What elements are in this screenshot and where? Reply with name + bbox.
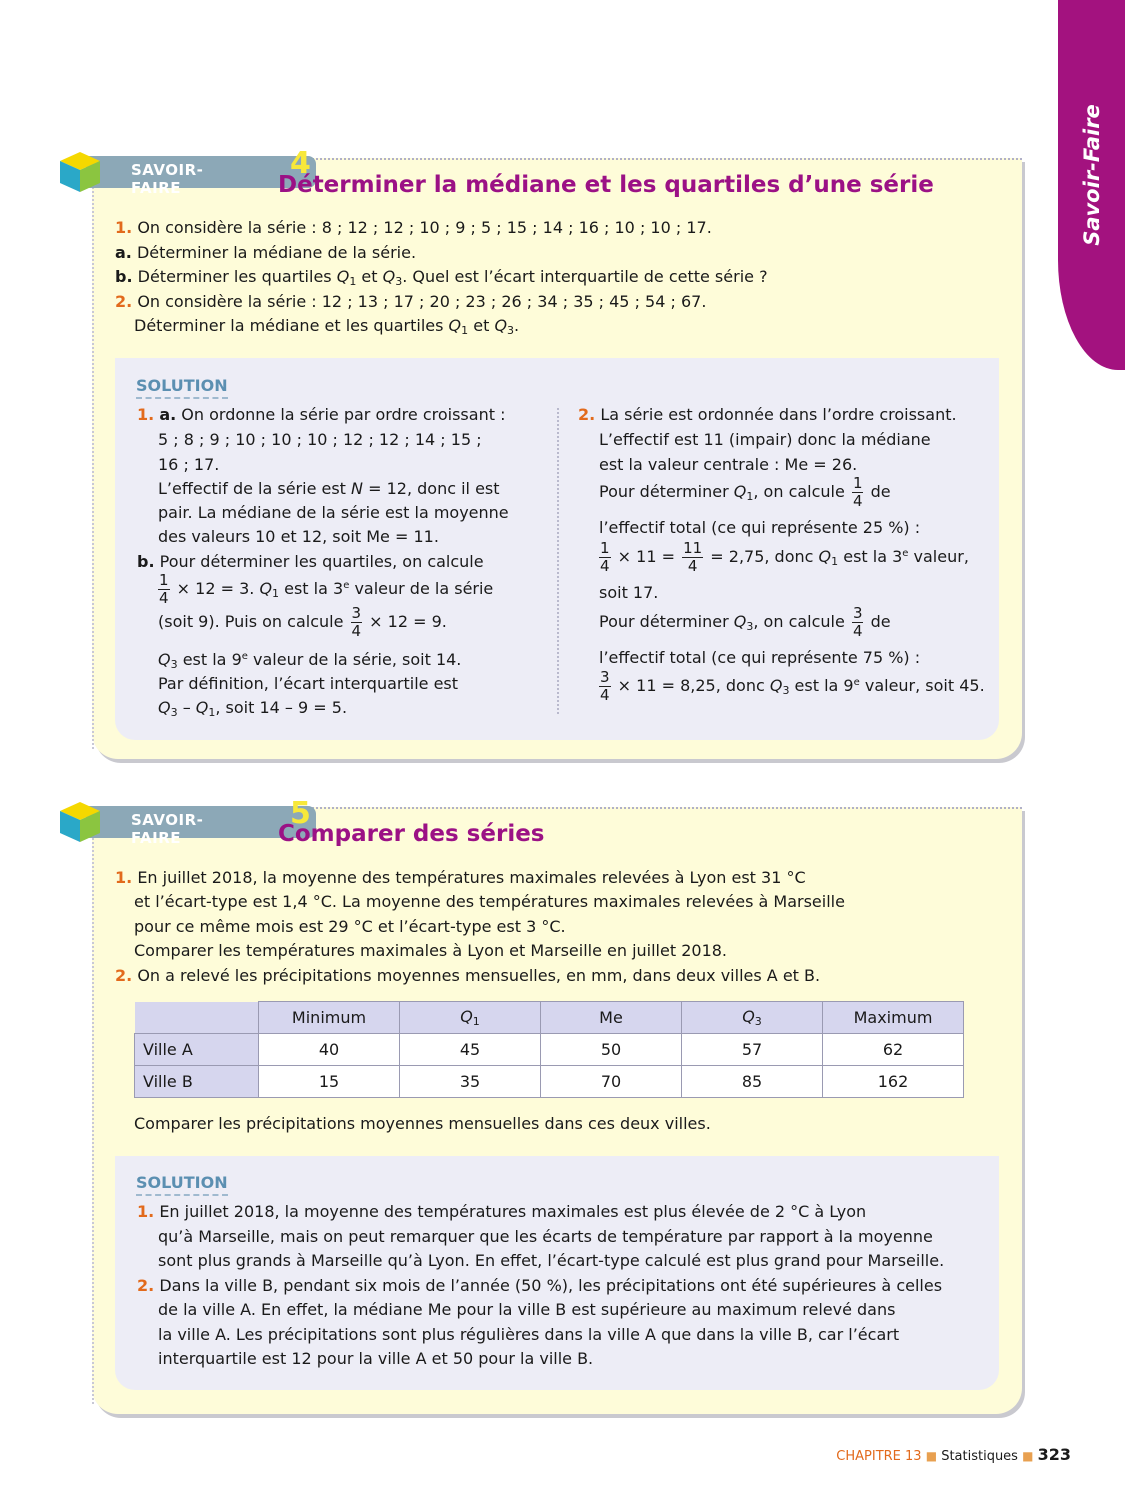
table-cell: 35 (400, 1066, 541, 1098)
header-cell: Me (541, 1002, 682, 1034)
header-cell: Maximum (823, 1002, 964, 1034)
cube-icon (58, 800, 102, 844)
sf5-question-1: 1. En juillet 2018, la moyenne des températures maximales relevées à Lyon est 31 °C (115, 868, 806, 887)
savoir-faire-4-title: Déterminer la médiane et les quartiles d’une série (278, 172, 934, 198)
sol1-b-line4: $Q_3$ est la 9e valeur de la série, soit 14. (158, 650, 462, 671)
precipitation-table (134, 1001, 964, 1098)
savoir-faire-5-title: Comparer des séries (278, 821, 545, 847)
solution-label: SOLUTION (136, 376, 228, 399)
table-cell: 15 (259, 1066, 400, 1098)
sf5-sol1-line3: sont plus grands à Marseille qu’à Lyon. En effet, l’écart-type calculé est plus grand pour Marseille. (158, 1251, 945, 1270)
sol1-b-line2: $\frac{1}{4}$ × 12 = 3. $Q_1$ est la 3e valeur de la série (159, 571, 494, 607)
table-cell: 85 (682, 1066, 823, 1098)
sol1-line1: 1. a. On ordonne la série par ordre croissant : (137, 405, 506, 424)
sol1-line2: 5 ; 8 ; 9 ; 10 ; 10 ; 10 ; 12 ; 12 ; 14 ; 15 ; (158, 430, 482, 449)
subject-label: Statistiques (941, 1449, 1018, 1464)
chapter-label: CHAPITRE 13 (836, 1449, 922, 1464)
side-tab-label: Savoir-Faire (1080, 104, 1104, 246)
sol1-b-line1: b. Pour déterminer les quartiles, on calcule (137, 552, 484, 571)
table-cell: 50 (541, 1034, 682, 1066)
sf5-sol1-line2: qu’à Marseille, mais on peut remarquer que les écarts de température par rapport à la moyenne (158, 1227, 933, 1246)
savoir-faire-number: 4 (290, 146, 311, 181)
sol1-line3: 16 ; 17. (158, 455, 220, 474)
sf5-question-2-line2: Comparer les précipitations moyennes mensuelles dans ces deux villes. (134, 1114, 711, 1133)
header-cell: $Q_1$ (400, 1002, 541, 1034)
sol2-line6: $\frac{1}{4}$ × 11 = $\frac{11}{4}$ = 2,75, donc $Q_1$ est la 3e valeur, (600, 539, 969, 575)
table-row (135, 1066, 964, 1098)
sf5-sol2-line2: de la ville A. En effet, la médiane Me pour la ville B est supérieure au maximum relevé dans (158, 1300, 896, 1319)
question-1b: b. Déterminer les quartiles $Q_1$ et $Q_3$. Quel est l’écart interquartile de cette série ? (115, 267, 768, 288)
table-cell: 62 (823, 1034, 964, 1066)
header-cell: Minimum (259, 1002, 400, 1034)
page-footer (836, 1445, 1071, 1464)
cube-icon (58, 150, 102, 194)
savoir-faire-label: SAVOIR-FAIRE (131, 161, 204, 197)
sol2-line5: l’effectif total (ce qui représente 25 %) : (599, 518, 921, 537)
question-2: 2. On considère la série : 12 ; 13 ; 17 ; 20 ; 23 ; 26 ; 34 ; 35 ; 45 ; 54 ; 67. (115, 292, 707, 311)
sol2-line1: 2. La série est ordonnée dans l’ordre croissant. (578, 405, 957, 424)
savoir-faire-number: 5 (290, 796, 311, 831)
sf5-question-1-line3: pour ce même mois est 29 °C et l’écart-type est 3 °C. (134, 917, 566, 936)
sol1-b-line5: Par définition, l’écart interquartile est (158, 674, 459, 693)
side-tab-label-box (1067, 104, 1117, 246)
fraction-11-4: $\frac{11}{4}$ (683, 539, 703, 575)
table-row (135, 1034, 964, 1066)
fraction-3-4: $\frac{3}{4}$ (600, 668, 610, 704)
square-bullet-icon: ■ (925, 1449, 938, 1463)
page-number: 323 (1037, 1445, 1071, 1464)
sol1-b-line6: $Q_3 - Q_1$, soit 14 – 9 = 5. (158, 698, 348, 719)
sf5-sol2-line3: la ville A. Les précipitations sont plus régulières dans la ville A que dans la ville B, car l’écart (158, 1325, 900, 1344)
table-header-row (135, 1002, 964, 1034)
sf5-question-1-line2: et l’écart-type est 1,4 °C. La moyenne des températures maximales relevées à Marseille (134, 892, 845, 911)
sf5-question-2: 2. On a relevé les précipitations moyennes mensuelles, en mm, dans deux villes A et B. (115, 966, 821, 985)
fraction-3-4: $\frac{3}{4}$ (852, 604, 863, 640)
table-cell: 57 (682, 1034, 823, 1066)
question-1: 1. On considère la série : 8 ; 12 ; 12 ; 10 ; 9 ; 5 ; 15 ; 14 ; 16 ; 10 ; 10 ; 17. (115, 218, 712, 237)
fraction-1-4: $\frac{1}{4}$ (600, 539, 610, 575)
sol1-line5: pair. La médiane de la série est la moyenne (158, 503, 509, 522)
square-bullet-icon: ■ (1022, 1449, 1034, 1463)
question-2-line2: Déterminer la médiane et les quartiles $Q_1$ et $Q_3$. (134, 316, 520, 337)
fraction-1-4: $\frac{1}{4}$ (852, 474, 863, 510)
sol2-line10: $\frac{3}{4}$ × 11 = 8,25, donc $Q_3$ est la 9e valeur, soit 45. (600, 668, 985, 704)
sol1-b-line3: (soit 9). Puis on calcule $\frac{3}{4}$ × 12 = 9. (158, 604, 447, 640)
fraction-3-4: $\frac{3}{4}$ (351, 604, 362, 640)
sf5-sol2-line1: 2. Dans la ville B, pendant six mois de l’année (50 %), les précipitations ont été supérieures à celles (137, 1276, 943, 1295)
solution-label: SOLUTION (136, 1173, 228, 1196)
header-cell: $Q_3$ (682, 1002, 823, 1034)
table-cell: 45 (400, 1034, 541, 1066)
sol2-line4: Pour déterminer $Q_1$, on calcule $\frac{1}{4}$ de (599, 474, 891, 510)
question-1a: a. Déterminer la médiane de la série. (115, 243, 417, 262)
sol1-line4: L’effectif de la série est N = 12, donc il est (158, 479, 500, 498)
column-separator (557, 408, 559, 714)
sol2-line3: est la valeur centrale : Me = 26. (599, 455, 858, 474)
sf5-sol1-line1: 1. En juillet 2018, la moyenne des températures maximales est plus élevée de 2 °C à Lyon (137, 1202, 867, 1221)
sf5-question-1-line4: Comparer les températures maximales à Lyon et Marseille en juillet 2018. (134, 941, 728, 960)
sol2-line9: l’effectif total (ce qui représente 75 %) : (599, 648, 921, 667)
sol2-line7: soit 17. (599, 583, 659, 602)
sol2-line2: L’effectif est 11 (impair) donc la médiane (599, 430, 931, 449)
table-cell: 162 (823, 1066, 964, 1098)
table-cell: 40 (259, 1034, 400, 1066)
sol2-line8: Pour déterminer $Q_3$, on calcule $\frac{3}{4}$ de (599, 604, 891, 640)
fraction-1-4: $\frac{1}{4}$ (159, 571, 169, 607)
sol1-line6: des valeurs 10 et 12, soit Me = 11. (158, 527, 439, 546)
row-label: Ville A (135, 1034, 259, 1066)
table-cell: 70 (541, 1066, 682, 1098)
sf5-sol2-line4: interquartile est 12 pour la ville A et 50 pour la ville B. (158, 1349, 594, 1368)
savoir-faire-label: SAVOIR-FAIRE (131, 811, 204, 847)
row-label: Ville B (135, 1066, 259, 1098)
